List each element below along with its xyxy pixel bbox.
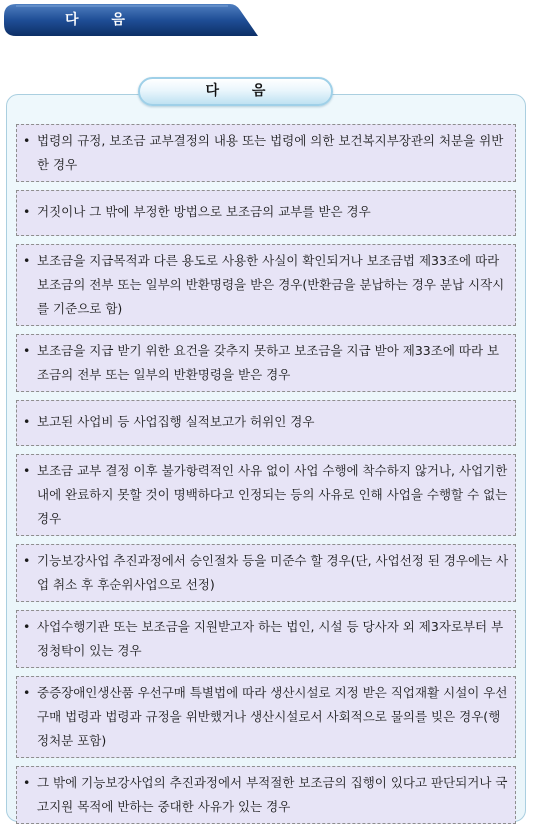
list-item xyxy=(16,334,516,392)
list-item-text: 법령의 규정, 보조금 교부결정의 내용 또는 법령에 의한 보건복지부장관의 처분을 위반한 경우 xyxy=(37,133,504,172)
list-item xyxy=(16,766,516,824)
list-item-text: 기능보강사업 추진과정에서 승인절차 등을 미준수 할 경우(단, 사업선정 된 경우에는 사업 취소 후 후순위사업으로 선정) xyxy=(37,553,509,592)
bullet: • xyxy=(23,133,31,148)
bullet: • xyxy=(23,253,31,268)
list-item-text: 거짓이나 그 밖에 부정한 방법으로 보조금의 교부를 받은 경우 xyxy=(37,204,371,219)
bullet: • xyxy=(23,775,31,790)
list-item-text: 보고된 사업비 등 사업집행 실적보고가 허위인 경우 xyxy=(37,414,315,429)
list-item xyxy=(16,400,516,446)
list-item xyxy=(16,124,516,182)
list-item xyxy=(16,190,516,236)
section-title-pill xyxy=(138,77,333,106)
list-item-text: 보조금을 지급목적과 다른 용도로 사용한 사실이 확인되거나 보조금법 제33조에 따라 보조금의 전부 또는 일부의 반환명령을 받은 경우(반환금을 분납하는 경우 분납 시작시를 기준으로 함) xyxy=(37,253,505,316)
list-item xyxy=(16,676,516,758)
header-tab xyxy=(2,2,260,38)
list-item xyxy=(16,244,516,326)
list-item-text: 그 밖에 기능보강사업의 추진과정에서 부적절한 보조금의 집행이 있다고 판단되거나 국고지원 목적에 반하는 중대한 사유가 있는 경우 xyxy=(37,775,508,814)
list-item xyxy=(16,544,516,602)
bullet: • xyxy=(23,204,31,219)
list-item-text: 보조금을 지급 받기 위한 요건을 갖추지 못하고 보조금을 지급 받아 제33조에 따라 보조금의 전부 또는 일부의 반환명령을 받은 경우 xyxy=(37,343,500,382)
list-item-text: 사업수행기관 또는 보조금을 지원받고자 하는 법인, 시설 등 당사자 외 제3자로부터 부정청탁이 있는 경우 xyxy=(37,619,504,658)
bullet: • xyxy=(23,463,31,478)
list-item-text: 중증장애인생산품 우선구매 특별법에 따라 생산시설로 지정 받은 직업재활 시설이 우선구매 법령과 법령과 규정을 위반했거나 생산시설로서 사회적으로 물의를 빚은 경우(행정처분 포함) xyxy=(37,685,508,748)
bullet: • xyxy=(23,553,31,568)
header-tab-title: 다 음 xyxy=(65,12,139,28)
list-item xyxy=(16,610,516,668)
bullet: • xyxy=(23,685,31,700)
list-item-text: 보조금 교부 결정 이후 불가항력적인 사유 없이 사업 수행에 착수하지 않거나, 사업기한 내에 완료하지 못할 것이 명백하다고 인정되는 등의 사유로 인해 사업을 수행할 수 없는 경우 xyxy=(37,463,508,526)
list-item xyxy=(16,454,516,536)
section-title: 다 음 xyxy=(205,83,280,99)
bullet: • xyxy=(23,343,31,358)
bullet: • xyxy=(23,619,31,634)
bullet: • xyxy=(23,414,31,429)
